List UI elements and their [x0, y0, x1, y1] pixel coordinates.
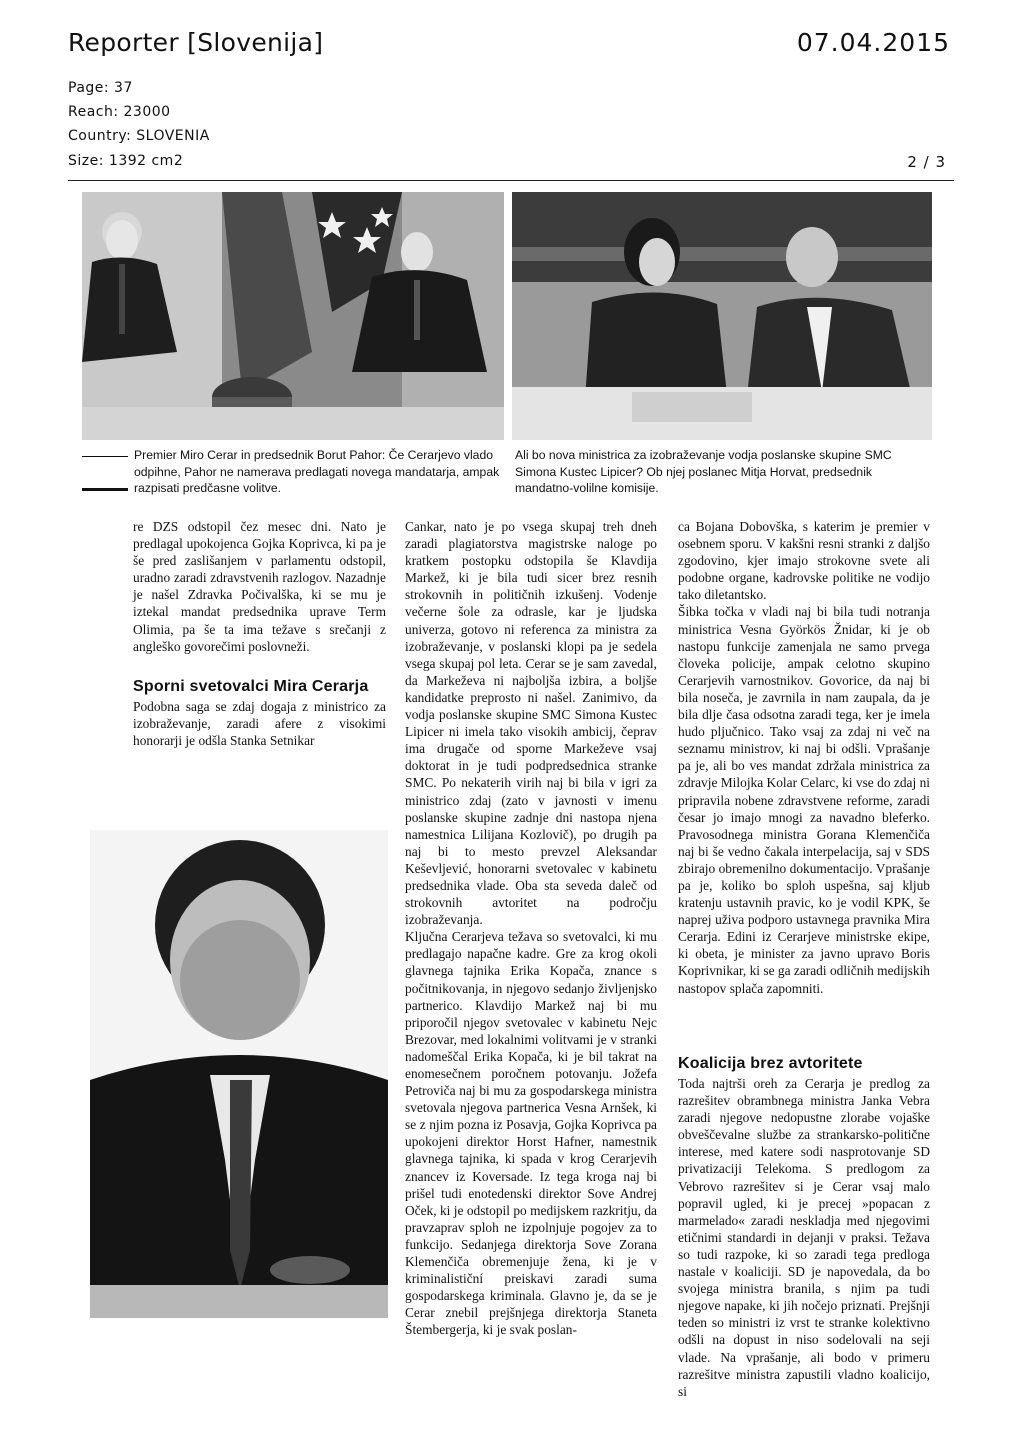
article-paragraph: Podobna saga se zdaj dogaja z ministrico za izobraževanje, zaradi afere z visokimi honorarji je odšla Stanka Setnikar — [133, 699, 386, 749]
article-paragraph: re DZS odstopil čez mesec dni. Nato je predlagal upokojenca Gojka Koprivca, ki pa je še pred zaslišanjem v parlamentu odstopil, uradno zaradi zdravstvenih razlogov. Nazadnje je našel Zdravka Počivalška, ki se mu je iztekal mandat predsednika uprave Term Olimia, pa še ta ima težave s srečanji z angleško govorečimi poslovneži. — [133, 519, 386, 654]
article-paragraph: ca Bojana Dobovška, s katerim je premier v osebnem sporu. V kakšni resni stranki z daljšo zgodovino, kjer imajo strokovne svete ali podobne organe, kadrovske politike ne vodijo tako diletantsko. — [678, 519, 930, 603]
photo2-caption: Ali bo nova ministrica za izobraževanje vodja poslanske skupine SMC Simona Kustec Lipicer? Ob njej poslanec Mitja Horvat, predsednik mandatno-volilne komisije. — [515, 448, 892, 495]
caption-rule-left — [82, 456, 128, 457]
publication-title: Reporter [Slovenija] — [68, 28, 324, 57]
subheading-sporni-svetovalci: Sporni svetovalci Mira Cerarja — [133, 678, 369, 695]
country-label: Country: SLOVENIA — [68, 128, 210, 144]
reach-label: Reach: 23000 — [68, 104, 171, 120]
page-label: Page: 37 — [68, 80, 133, 96]
article-column-2 — [405, 518, 657, 1339]
article-column-3-continued — [678, 1075, 930, 1400]
photo-kustec-lipicer-horvat — [512, 192, 932, 440]
photo-cerar-pahor — [82, 192, 504, 440]
article-paragraph: Ključna Cerarjeva težava so svetovalci, ki mu predlagajo napačne kadre. Gre za krog okoli glavnega tajnika Erika Kopača, znance s počitnikovanja, in njegovo sedanjo življenjsko partnerico. Klavdijo Markež naj bi mu priporočil njegov svetovalec v kabinetu Nejc Brezovar, med lokalnimi volitvami je v stranki nadomeščal Erika Kopača, ki je bil takrat na enomesečnem poročnem potovanju. Jožefa Petroviča naj bi mu za gospodarskega ministra svetovala njegova partnerica Vesna Arnšek, ki se z njim pozna iz Posavja, Gojka Koprivca pa upokojeni direktor Horst Hafner, namestnik glavnega tajnika, ki spada v krog Cerarjevih znancev iz Koversade. Iz tega kroga naj bi prišel tudi enotedenski direktor Sove Andrej Oček, ki je odstopil po medijskem razkritju, da pravzaprav sploh ne izpolnjuje pogojev za to funkcijo. Sedanjega direktorja Sove Zorana Klemenčiča obremenjuje žena, ki je v kriminalističní preiskavi zaradi suma gospodarskega kriminala. Glavno je, da se je Cerar znebil prejšnjega direktorja Staneta Štembergerja, ki je svak poslan- — [405, 929, 657, 1338]
caption-rule-left-bold — [82, 488, 128, 491]
article-paragraph: Toda najtrši oreh za Cerarja je predlog za razrešitev obrambnega ministra Janka Vebra zaradi njegove nedopustne zlorabe vojaške obveščevalne službe za strankarsko-politične interese, med katere sodi nasprotovanje SD privatizaciji Telekoma. S predlogom za Vebrovo razrešitev si je Cerar vsaj malo popravil ugled, ki je precej »popacan z marmelado« zaradi neskladja med njegovimi etičnimi standardi in dejanji v praksi. Težava so tudi razpoke, ki so zaradi tega predloga nastale v koaliciji. SD je napovedala, da bo svojega ministra branila, s njim pa tudi njegove napake, ki jih nočejo priznati. Prejšnji teden so ministri iz vrst te stranke kolektivno odšli na dopust in niso sodelovali na seji vlade. Na vprašanje, ali bodo v primeru razrešitve ministra zapustili vladno koalicijo, si — [678, 1076, 930, 1399]
article-column-1-continued — [133, 698, 386, 749]
article-paragraph: Šibka točka v vladi naj bi bila tudi notranja ministrica Vesna Györkös Žnidar, ki je ob nastopu funkcije zamenjala ne samo prvega človeka policije, ampak celotno skupino Cerarjevih varnostnikov. Govorice, da naj bi bila noseča, je zavrnila in nam zaupala, da je bila dlje časa odsotna zaradi tega, ker je imela hudo pljučnico. Tako vsaj za zdaj ni več na seznamu ministrov, ki naj bi odšli. Vprašanje pa je, ali bo ves mandat zdržala ministrica za zdravje Milojka Kolar Celarc, ki vse do zdaj ni pripravila nobene zdravstvene reforme, zaradi česar jo imajo mnogi za navadno bleferko. Pravosodnega ministra Gorana Klemenčiča naj bi še vedno čakala interpelacija, saj v SDS zbirajo obremenilno dokumentacijo. Vprašanje pa je, koliko bo sploh uspešna, saj kljub kratenju ustavnih pravic, ko je vodil KPK, še naprej uživa podporo ustavnega pravnika Mira Cerarja. Edini iz Cerarjeve ministrske ekipe, ki obeta, je minister za javno upravo Boris Koprivnikar, ki se ga zaradi odličnih medijskih nastopov splača zapomniti. — [678, 604, 930, 996]
page-counter: 2 / 3 — [907, 153, 946, 171]
photo1-caption: Premier Miro Cerar in predsednik Borut Pahor: Če Cerarjevo vlado odpihne, Pahor ne namerava predlagati novega mandatarja, ampak razpisati predčasne volitve. — [134, 448, 500, 495]
photo-portrait-man — [90, 830, 388, 1318]
article-column-1 — [133, 518, 386, 655]
size-label: Size: 1392 cm2 — [68, 153, 184, 169]
subheading-koalicija: Koalicija brez avtoritete — [678, 1055, 863, 1072]
publication-date: 07.04.2015 — [796, 28, 950, 57]
article-paragraph: Cankar, nato je po vsega skupaj treh dneh zaradi plagiatorstva magistrske naloge po kratkem postopku odstopila še Klavdija Markež, ki je bila tudi sicer brez resnih strokovnih in političnih izkušenj. Vodenje večerne šole za odrasle, kar je ljudska univerza, gotovo ni referenca za ministra za izobraževanje, v poslanski klopi pa je sedela vsega skupaj pol leta. Cerar se je sam zavedal, da Markeževa ni najboljša izbira, a boljše kandidatke preprosto ni našel. Zanimivo, da vodja poslanske skupine SMC Simona Kustec Lipicer ni imela tako visokih ambicij, čeprav ima drugače od sporne Markeževe vsaj doktorat in je tudi podpredsednica stranke SMC. Po nekaterih virih naj bi bila v igri za ministrico zdaj (zato v javnosti v imenu poslanske skupine zadnje dni nastopa njena namestnica Lilijana Kozlovič), po drugih pa naj bi to mesto prevzel Aleksandar Keševljević, honorarni svetovalec v kabinetu predsednika vlade. Oba sta seveda daleč od strokovnih avtoritet na področju izobraževanja. — [405, 519, 657, 928]
article-column-3 — [678, 518, 930, 997]
header-divider — [68, 180, 954, 181]
